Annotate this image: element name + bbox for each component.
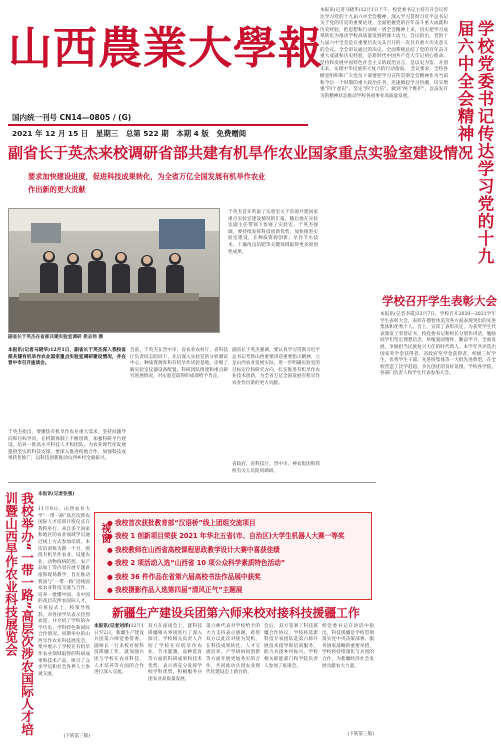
main-article-body-4: 副省长于英杰强调，要认真学习贯彻习近平总书记考察山西重要讲话重要指示精神，立足山西农业发展实际，进一步明确实验室的目标定位和研究方向，扎实推进有机旱作农业技术创新，为全省万亿全国发展有机旱作农业作出新的更大贡献。 bbox=[232, 348, 320, 386]
left-vertical-headline: 我校举办“一带一路”高层次涉农国际人才培训暨山西旱作农业科技展览会 bbox=[3, 492, 34, 736]
news-window-item: ● 我校 1 创新项目荣获 2021 年华北五省(市、自治区)大学生机器人大赛一等奖 bbox=[107, 532, 345, 540]
main-article-body-3: 会前，于英杰在晋中市、省农业农村厅、省科技厅负责同志陪同下，先后深入实验室的分析测试中心、种质资源库和有机旱作试验基地，详细了解实验室仪器设备配置、科研团队组建和重点研究进展情况，对实验室取得的成效给予肯定。 bbox=[130, 348, 228, 380]
bottom-article-col-3: 第六师代表对学校给予的大力支持表示感谢，希望双方以此次对接为契机，在科技成果转化、人才交流培养、产学研协同创新等方面开展更加务实的合作，共同推动兵团农业现代化建设迈上新台阶。 bbox=[206, 624, 260, 676]
meeting-photo-image bbox=[9, 209, 219, 332]
bottom-article-col-2: 双方在座谈会上，就科技援疆相关事项进行了深入探讨。学校相关负责人介绍了学校在有机旱作农业、节水灌溉、品种选育等方面的科研成果和技术优势，表示将充分发挥学校学科优势，积极服务兵团农业高质量发展。 bbox=[148, 624, 202, 682]
bottom-article-col-1 bbox=[94, 624, 144, 740]
issue-price: 免费赠阅 bbox=[216, 129, 247, 138]
news-window-item: ● 我校首次获批教育部“汉语桥”线上团组交流项目 bbox=[107, 519, 256, 527]
main-headline: 副省长于英杰来校调研省部共建有机旱作农业国家重点实验室建设情况 bbox=[8, 144, 474, 162]
left-article-body: 11月9日，山西农业大学“一带一路”高层次涉农国际人才培训开班仪式在我校举行。来自多个国家和地区的农业领域学员通过线上方式参加培训。本次培训班为期一个月，围绕有机旱作农业、设施农业、动物疫病防控、农产品加工等内容开展专题讲座和现场教学，旨在推动我国与“一带一路”沿线国家农业科技交流与合作，培养一批懂中国、亲中国的高层次涉农国际人才。开班仪式上，校领导致辞，对各国学员表示热烈欢迎，并介绍了学校的办学历史、学科特色和国际合作情况。同期举办的山西旱作农业科技展览会，集中展示了学校在有机旱作农业领域取得的科研成果和技术产品，吸引了众多学员和社会各界人士参观交流。 bbox=[38, 507, 90, 677]
news-window-item: ● 我校教师在山西省高校课程思政教学设计大赛中喜获佳绩 bbox=[107, 546, 280, 554]
news-window-item: ● 我校 36 件作品在省第六届高校书法作品展中获奖 bbox=[107, 573, 261, 581]
main-article-lead bbox=[8, 348, 126, 430]
cn-number: 国内统一刊号 CN14—0805 / (G) bbox=[12, 113, 132, 122]
news-window-label: 视窗 bbox=[99, 523, 110, 543]
issue-weekday: 星期三 bbox=[95, 129, 119, 138]
issue-date-line bbox=[12, 128, 322, 139]
news-window-item: ● 我校摄影作品入选第四届“清风正气”主题展 bbox=[107, 586, 243, 594]
right-vertical-headline: 学校党委书记传达学习党的十九届六中全会精神 bbox=[455, 20, 494, 265]
bottom-article-col-4: 会后，双方签署了科技援疆合作协议。学校将选派科技专家团队赴第六师开展技术指导和培训服务，助力兵团乡村振兴。学校相关职能部门和学院负责人参加了座谈会。 bbox=[264, 624, 318, 669]
main-subheadline-2: 作出新的更大贡献 bbox=[28, 185, 86, 194]
right-top-paragraph: 本报讯(记者马晓华)12月1日下午，校党委书记主持召开会议传达学习党的十九届六中全会精神，深入学习贯彻习近平总书记关于党的历史的重要论述，全面把握党的百年奋斗重大成就和历史经验，把思想和行动统一到全会精神上来，切实把学习成果转化为推动学校高质量发展的强大动力。会议指出，党的十九届六中全会是在重要历史关头召开的一次具有重大历史意义的会议。全会审议通过的决议，全面系统总结了党的百年奋斗重大成就和历史经验，是新时代中国共产党人牢记初心使命、坚持和发展中国特色社会主义的政治宣言，是以史为鉴、开创未来，实现中华民族伟大复兴的行动指南。 bbox=[320, 8, 448, 73]
issue-date: 2021 年 12 月 15 日 bbox=[12, 129, 89, 138]
left-article-byline: 本报讯(记者张强) bbox=[38, 492, 75, 497]
issue-number: 总第 522 期 bbox=[125, 129, 169, 138]
right-bottom-article: 本报讯(记者李霞)12月7日，学校召开2020—2021学年学生表彰大会，表彰在德智体美劳各方面表现突出的先进集体和优秀个人。会上，宣读了表彰决定，为获奖学生代表颁发了荣誉证书，校党委书记和校长分别作讲话，勉励同学们坚定理想信念，厚植爱国情怀，勤奋学习，全面发展，争做担当民族复兴大任的时代新人。本学年共评选出国家奖学金获得者、省政府奖学金获得者、校级三好学生、优秀学生干部、先进班集体等一大批先进典型，在全校营造了比学赶超、争先创优的良好氛围。学校各学院、各部门负责人和学生代表参加大会。 bbox=[380, 312, 496, 377]
main-article-body-1: 于英杰首先听取了实验室关于省部共建国家重点实验室建设情况的汇报，随后他在实验室副主任带领下参观了实验室。于英杰强调，要持续发挥科技创新优势，加快推进实验室建设，在种质资源创新、旱作节水技术、土壤改良培肥等关键领域取得更多原创性成果。 bbox=[228, 210, 318, 255]
meeting-photo bbox=[8, 208, 220, 333]
issue-info-bar bbox=[12, 112, 312, 124]
bottom-article-col-5: 校党委书记在讲话中指出，科技援疆是学校贯彻落实党中央决策部署、服务国家战略的重要举措，学校将持续深化与兵团的合作，为新疆经济社会发展贡献农大力量。 bbox=[322, 624, 374, 669]
section-divider bbox=[8, 482, 376, 483]
bottom-article-byline: 本报讯(记者刘洋) bbox=[94, 624, 131, 629]
right-subheadline: 学校召开学生表彰大会 bbox=[382, 294, 497, 308]
news-window-box bbox=[94, 512, 372, 600]
main-article-lead-text: 本报讯(记者马晓华)12月1日，副省长于英杰深入我校省部共建有机旱作农业国家重点实验室调研建设情况，并在晋中市召开座谈会。 bbox=[8, 348, 126, 367]
bottom-article-col-1-text: 12月1日至2日，新疆生产建设兵团第六师党委常委、副师长一行来校对接科技援疆工作，就加强兵团与学校在农业科技、人才培养等方面的合作进行深入交流。 bbox=[94, 624, 144, 676]
bottom-jump-line: (下转第三版) bbox=[347, 732, 374, 737]
main-article-body-2: 于英杰指出，要聚焦有机旱作农业重大需求，坚持问题导向和目标导向，在机制体制上不断创新，加强科研平台建设，培养一批高水平科技人才和团队，为农业现代化发展提供坚实的科技支撑。要深入推进校地合作，加强科技成果转化推广，以科技创新推动山西乡村全面振兴。 bbox=[8, 430, 126, 462]
main-article-body-5: 省政府、省科技厅、晋中市、神农集团和我校有关人员陪同调研。 bbox=[232, 462, 320, 474]
right-top-paragraph-2: 会议要求，全校各级党组织和广大党员干部要把学习宣传贯彻全会精神作为当前和今后一个时期的重大政治任务，迅速掀起学习热潮，切实增强“四个意识”、坚定“四个自信”、做到“两个维护”，以奋发有为的精神状态推动学校各项事业高质量发展。 bbox=[320, 67, 448, 99]
masthead-rule bbox=[8, 124, 308, 126]
main-subheadline-1: 要求加快建设进度，促进科技成果转化，为全省万亿全国发展有机旱作农业 bbox=[28, 172, 266, 181]
photo-caption: 副省长于英杰在省部共建实验室调研 侯志伟 摄 bbox=[8, 335, 104, 340]
bottom-headline: 新疆生产建设兵团第六师来校对接科技援疆工作 bbox=[112, 606, 360, 620]
newspaper-masthead: 山西農業大學報 bbox=[8, 23, 323, 74]
news-window-item: ● 我校 2 项活动入选“山西省 10 项公众科学素质特色活动” bbox=[107, 559, 286, 567]
left-jump-line: (下转第三版) bbox=[63, 734, 90, 739]
issue-edition: 本期 4 版 bbox=[176, 129, 209, 138]
